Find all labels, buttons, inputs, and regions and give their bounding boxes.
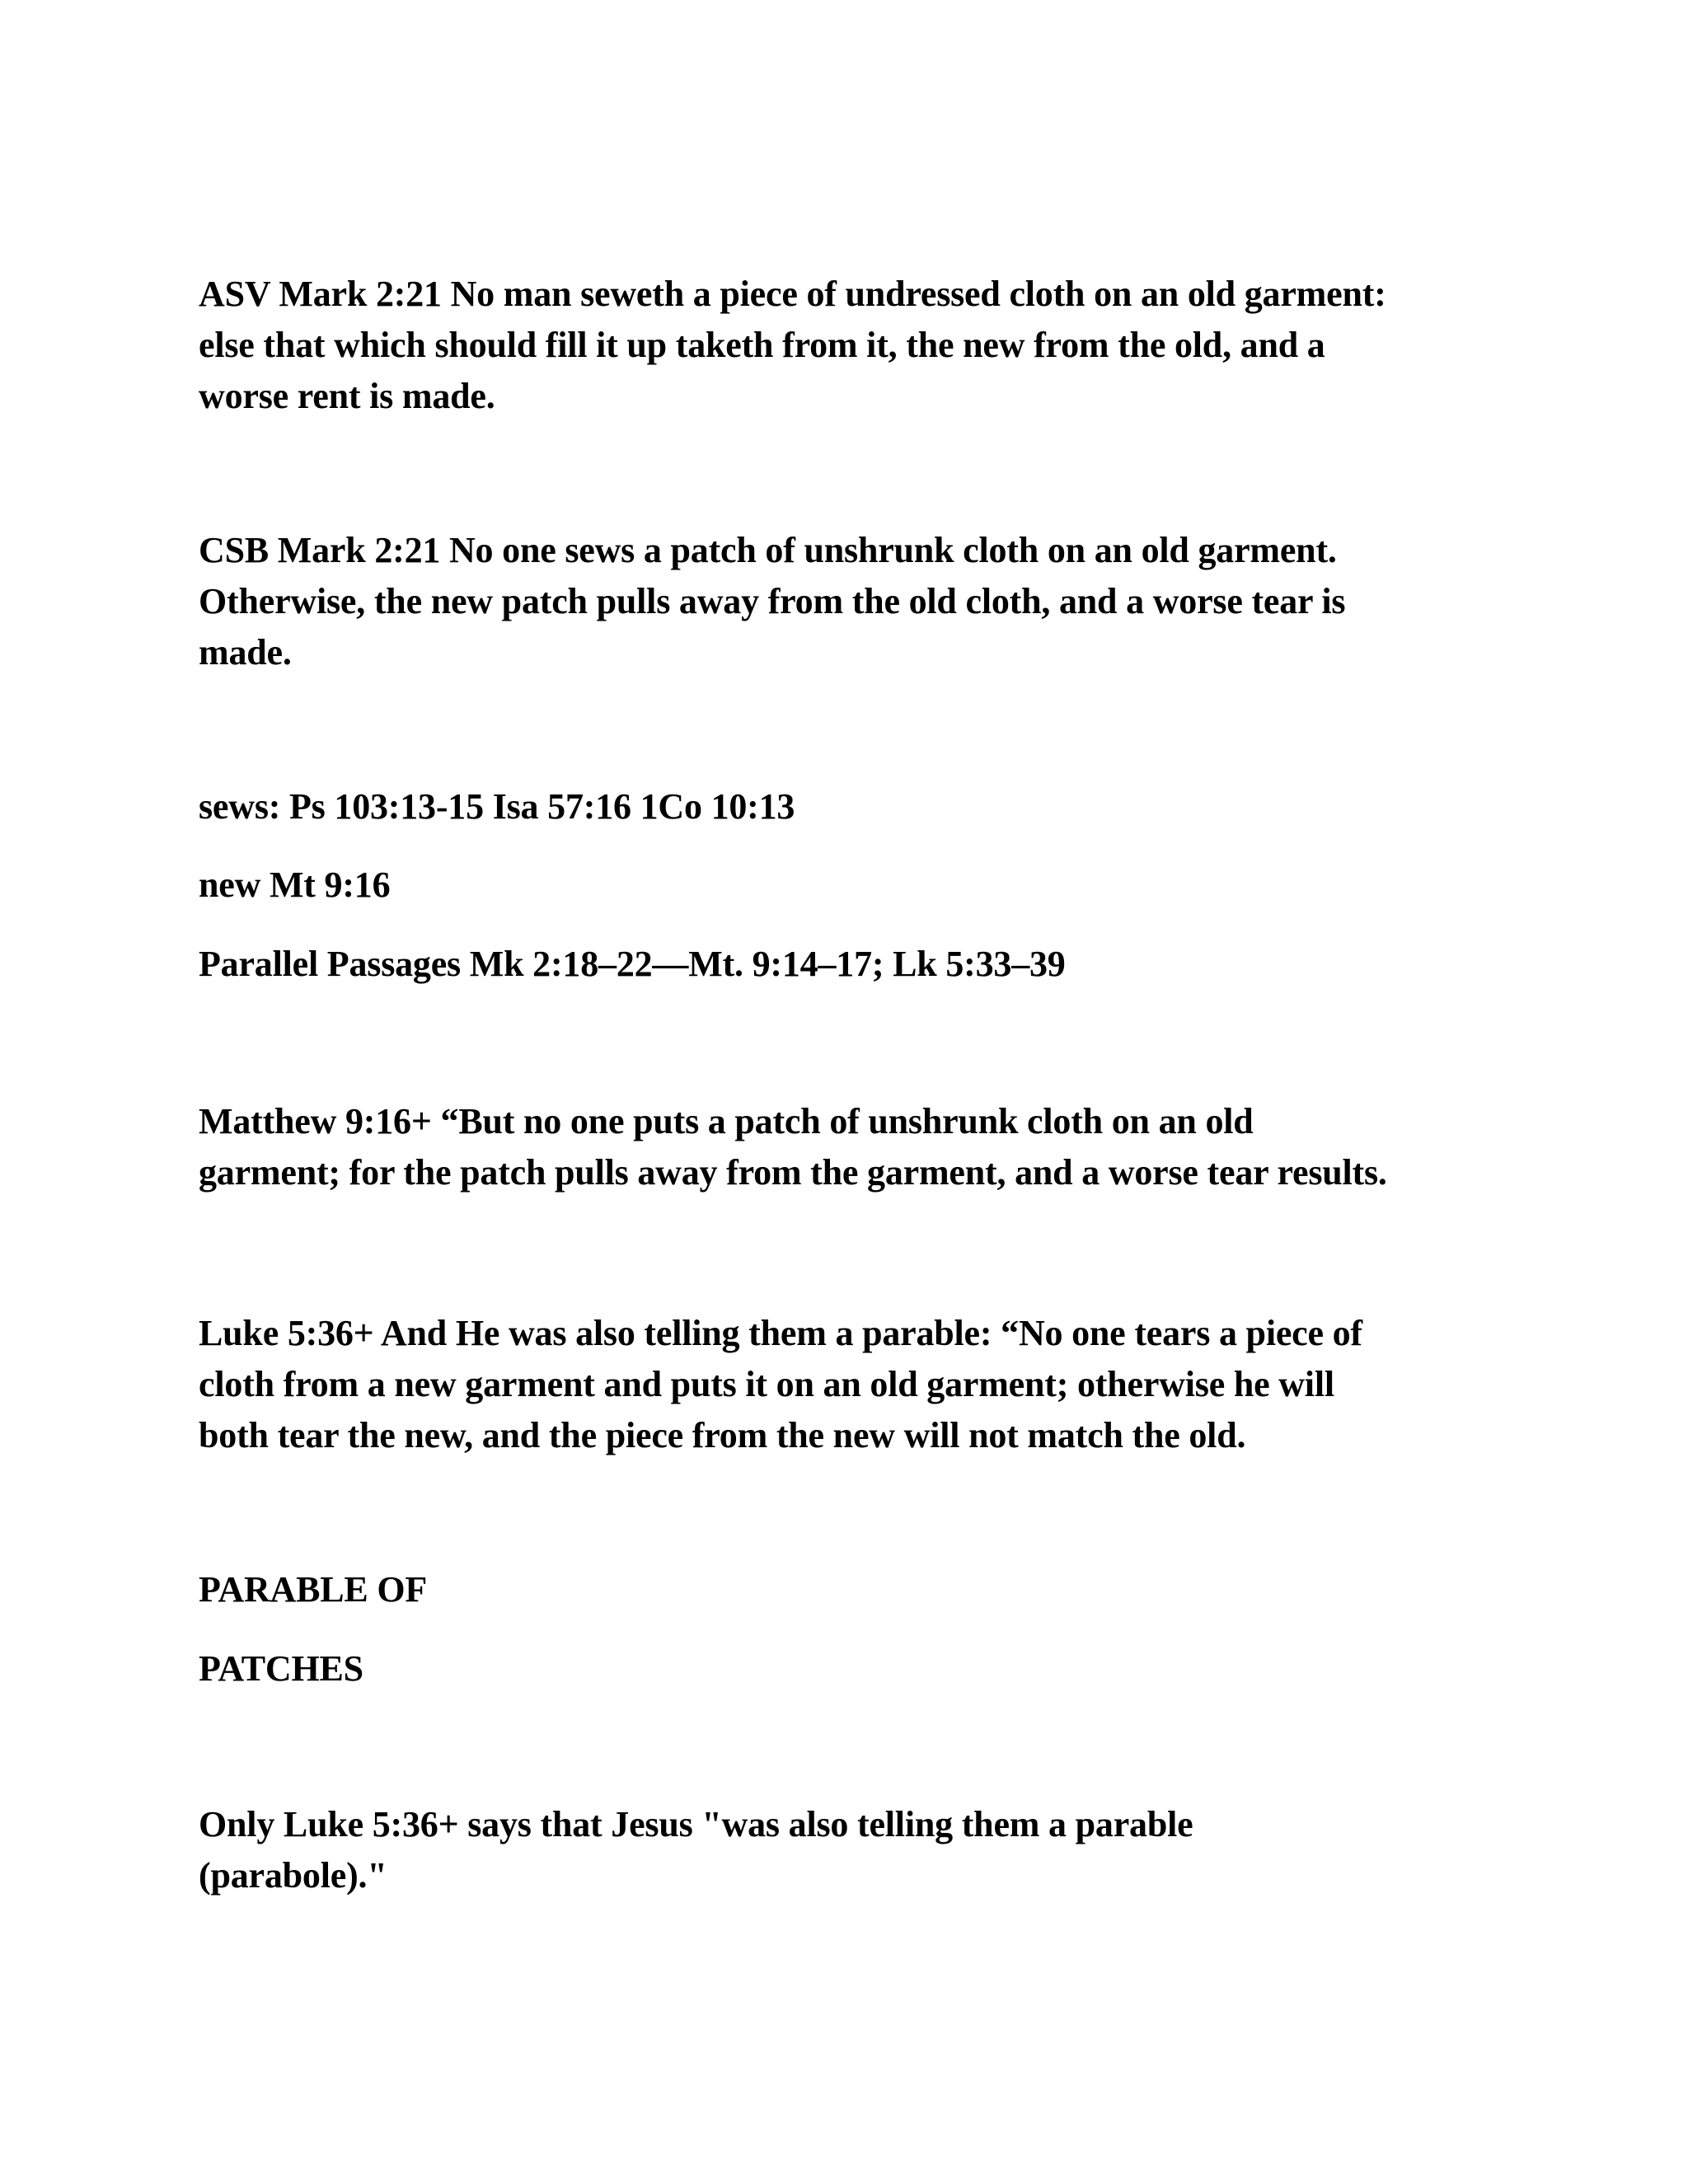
csb-verse-line: made.	[199, 632, 292, 673]
csb-verse-paragraph	[199, 525, 1517, 678]
matthew-verse-paragraph	[199, 1096, 1517, 1198]
closing-paragraph	[199, 1799, 1517, 1901]
asv-verse-line: else that which should fill it up taketh from it, the new from the old, and a	[199, 325, 1325, 365]
closing-line: Only Luke 5:36+ says that Jesus "was also telling them a parable	[199, 1804, 1193, 1844]
csb-verse-line: Otherwise, the new patch pulls away from the old cloth, and a worse tear is	[199, 581, 1346, 621]
asv-verse-line: worse rent is made.	[199, 376, 495, 416]
section-heading-text: PARABLE OF	[199, 1569, 428, 1610]
cross-ref-sews-text: sews: Ps 103:13-15 Isa 57:16 1Co 10:13	[199, 786, 795, 827]
cross-ref-new-text: new Mt 9:16	[199, 865, 391, 905]
luke-verse-paragraph	[199, 1308, 1517, 1461]
luke-verse-line: cloth from a new garment and puts it on an old garment; otherwise he will	[199, 1364, 1334, 1404]
closing-line: (parabole)."	[199, 1855, 387, 1896]
matthew-verse-line: Matthew 9:16+ “But no one puts a patch of unshrunk cloth on an old	[199, 1101, 1254, 1141]
section-heading-line-1	[199, 1564, 1517, 1615]
parallel-passages-text: Parallel Passages Mk 2:18–22—Mt. 9:14–17; Lk 5:33–39	[199, 944, 1066, 984]
luke-verse-line: Luke 5:36+ And He was also telling them a parable: “No one tears a piece of	[199, 1313, 1362, 1353]
parallel-passages	[199, 939, 1517, 990]
luke-verse-line: both tear the new, and the piece from the new will not match the old.	[199, 1415, 1246, 1455]
asv-verse-paragraph	[199, 269, 1517, 422]
matthew-verse-line: garment; for the patch pulls away from the garment, and a worse tear results.	[199, 1152, 1387, 1193]
section-heading-text: PATCHES	[199, 1648, 363, 1689]
asv-verse-line: ASV Mark 2:21 No man seweth a piece of undressed cloth on an old garment:	[199, 274, 1386, 314]
cross-ref-new	[199, 860, 1517, 911]
cross-ref-sews	[199, 781, 1517, 832]
section-heading-line-2	[199, 1643, 1517, 1694]
csb-verse-line: CSB Mark 2:21 No one sews a patch of unshrunk cloth on an old garment.	[199, 530, 1337, 570]
